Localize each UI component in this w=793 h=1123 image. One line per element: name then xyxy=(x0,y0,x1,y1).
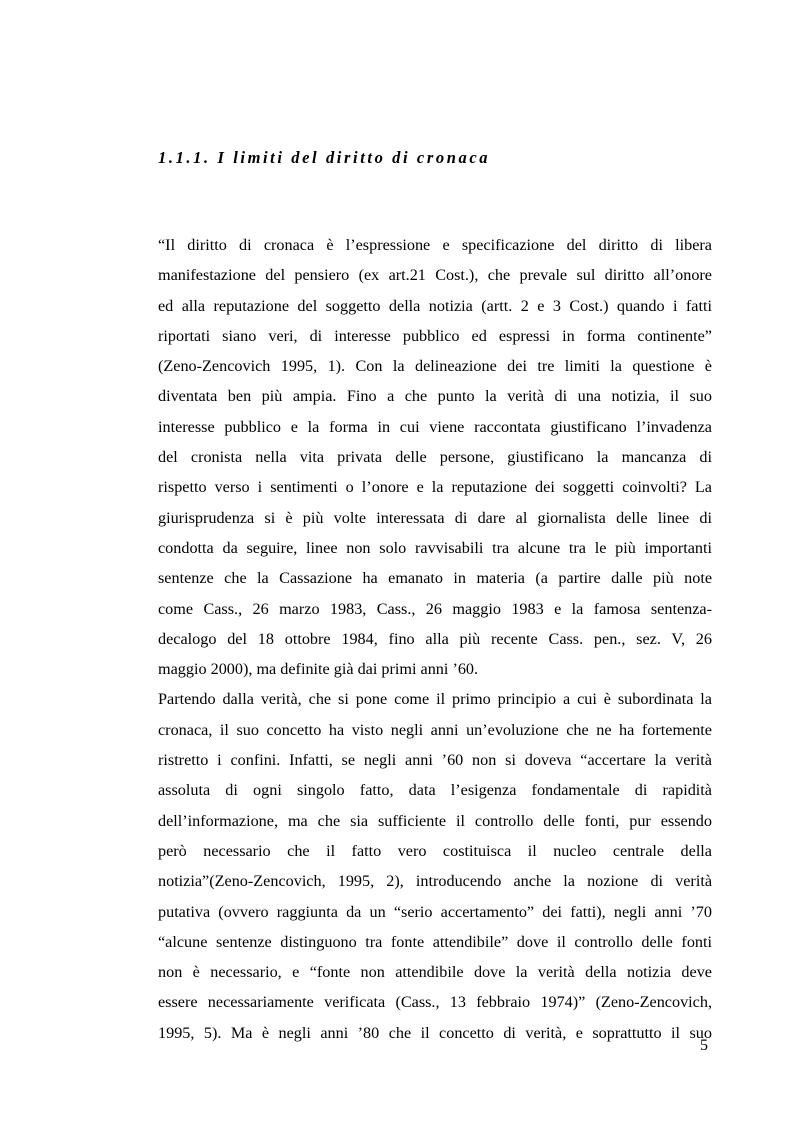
text-line: cronaca, il suo concetto ha visto negli anni un’evoluzione che ne ha fortemente xyxy=(158,720,712,739)
text-line: ed alla reputazione del soggetto della notizia (artt. 2 e 3 Cost.) quando i fatti xyxy=(158,296,712,315)
text-line: putativa (ovvero raggiunta da un “serio accertamento” dei fatti), negli anni ’70 xyxy=(158,902,712,921)
text-line: Partendo dalla verità, che si pone come il primo principio a cui è subordinata la xyxy=(158,690,712,709)
text-line: del cronista nella vita privata delle persone, giustificano la mancanza di xyxy=(158,448,712,467)
paragraph xyxy=(158,230,712,684)
page-number: 5 xyxy=(700,1037,708,1054)
text-line: “alcune sentenze distinguono tra fonte attendibile” dove il controllo delle fonti xyxy=(158,932,712,951)
text-line: notizia”(Zeno-Zencovich, 1995, 2), introducendo anche la nozione di verità xyxy=(158,872,712,891)
text-line: essere necessariamente verificata (Cass., 13 febbraio 1974)” (Zeno-Zencovich, xyxy=(158,993,712,1012)
text-line: ristretto i confini. Infatti, se negli anni ’60 non si doveva “accertare la verità xyxy=(158,751,712,770)
text-line: però necessario che il fatto vero costituisca il nucleo centrale della xyxy=(158,841,712,860)
text-line: manifestazione del pensiero (ex art.21 Cost.), che prevale sul diritto all’onore xyxy=(158,266,712,285)
text-line: giurisprudenza si è più volte interessata di dare al giornalista delle linee di xyxy=(158,508,712,527)
text-line: interesse pubblico e la forma in cui viene raccontata giustificano l’invadenza xyxy=(158,417,712,436)
text-line: dell’informazione, ma che sia sufficiente il controllo delle fonti, pur essendo xyxy=(158,811,712,830)
text-line: maggio 2000), ma definite già dai primi anni ’60. xyxy=(158,660,479,679)
text-line: riportati siano veri, di interesse pubblico ed espressi in forma continente” xyxy=(158,326,712,345)
text-line: sentenze che la Cassazione ha emanato in materia (a partire dalle più note xyxy=(158,569,712,588)
section-heading: 1.1.1. I limiti del diritto di cronaca xyxy=(158,148,491,167)
text-line: rispetto verso i sentimenti o l’onore e la reputazione dei soggetti coinvolti? La xyxy=(158,478,712,497)
text-line: condotta da seguire, linee non solo ravvisabili tra alcune tra le più importanti xyxy=(158,538,712,557)
text-line: 1995, 5). Ma è negli anni ’80 che il concetto di verità, e soprattutto il suo xyxy=(158,1023,712,1042)
text-line: come Cass., 26 marzo 1983, Cass., 26 maggio 1983 e la famosa sentenza- xyxy=(158,599,712,618)
text-line: non è necessario, e “fonte non attendibile dove la verità della notizia deve xyxy=(158,963,712,982)
text-line: decalogo del 18 ottobre 1984, fino alla più recente Cass. pen., sez. V, 26 xyxy=(158,629,712,648)
text-line: diventata ben più ampia. Fino a che punto la verità di una notizia, il suo xyxy=(158,387,712,406)
body-text xyxy=(158,230,712,1048)
text-line: assoluta di ogni singolo fatto, data l’esigenza fondamentale di rapidità xyxy=(158,781,712,800)
text-line: “Il diritto di cronaca è l’espressione e specificazione del diritto di libera xyxy=(158,236,712,254)
text-line: (Zeno-Zencovich 1995, 1). Con la delineazione dei tre limiti la questione è xyxy=(158,357,712,376)
paragraph xyxy=(158,684,712,1048)
